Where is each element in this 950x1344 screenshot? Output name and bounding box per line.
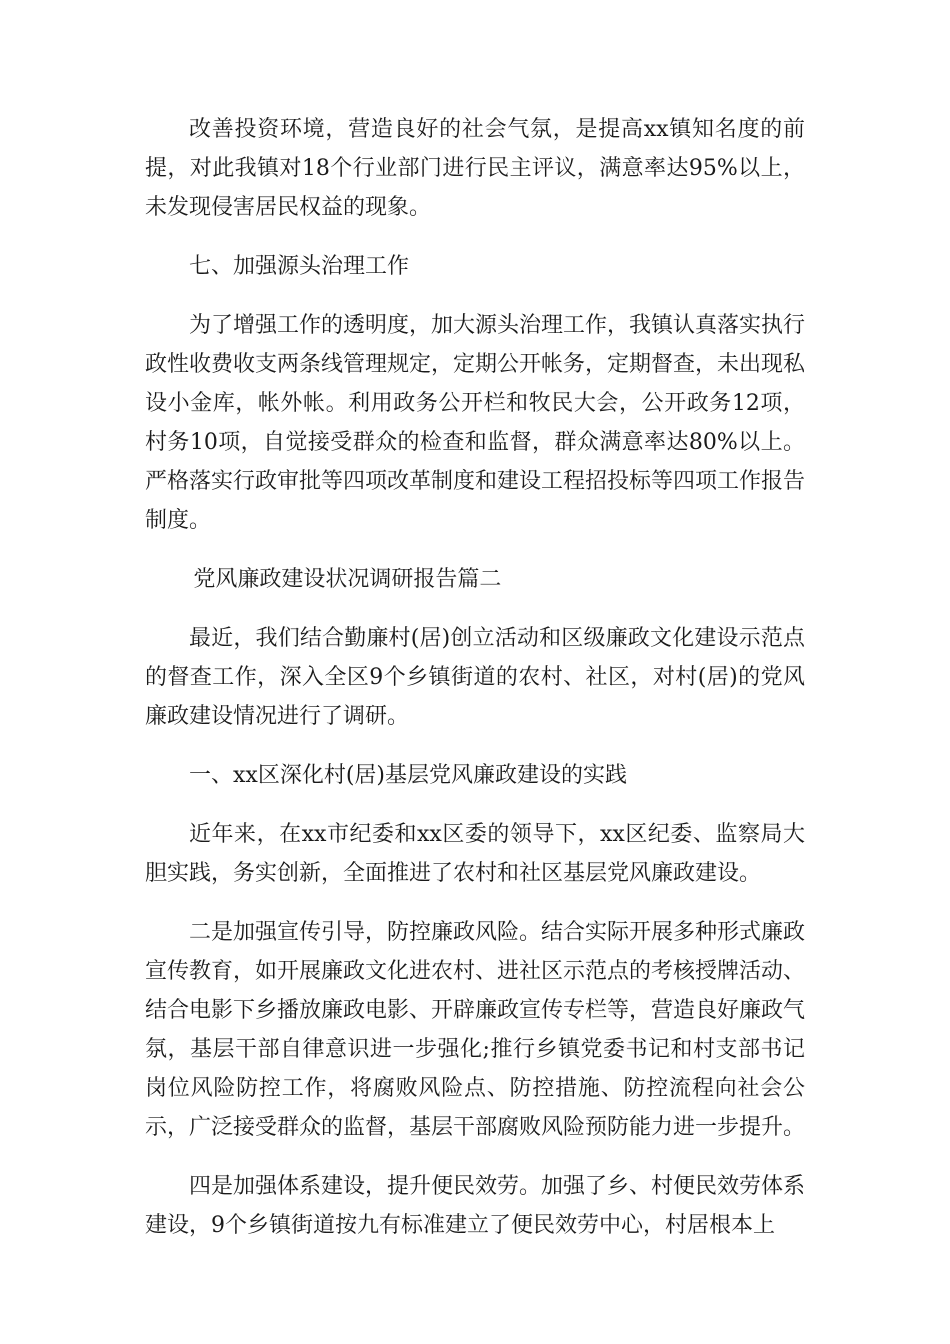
paragraph-source-governance: 为了增强工作的透明度，加大源头治理工作，我镇认真落实执行政性收费收支两条线管理规定，定期公开帐务，定期督查，未出现私设小金库，帐外帐。利用政务公开栏和牧民大会，公开政务12项，村务10项，自觉接受群众的检查和监督，群众满意率达80%以上。严格落实行政审批等四项改革制度和建设工程招投标等四项工作报告制度。 [145, 313, 806, 533]
paragraph-recent-inspection: 最近，我们结合勤廉村(居)创立活动和区级廉政文化建设示范点的督查工作，深入全区9个乡镇街道的农村、社区，对村(居)的党风廉政建设情况进行了调研。 [145, 626, 805, 729]
paragraph-publicity-guidance: 二是加强宣传引导，防控廉政风险。结合实际开展多种形式廉政宣传教育，如开展廉政文化进农村、进社区示范点的考核授牌活动、结合电影下乡播放廉政电影、开辟廉政宣传专栏等，营造良好廉政气氛，基层干部自律意识进一步强化;推行乡镇党委书记和村支部书记岗位风险防控工作，将腐败风险点、防控措施、防控流程向社会公示，广泛接受群众的监督，基层干部腐败风险预防能力进一步提升。 [145, 920, 806, 1140]
heading-source-governance: 七、加强源头治理工作 [189, 254, 410, 279]
paragraph-recent-years: 近年来，在xx市纪委和xx区委的领导下，xx区纪委、监察局大胆实践，务实创新，全面推进了农村和社区基层党风廉政建设。 [145, 822, 805, 886]
heading-practice: 一、xx区深化村(居)基层党风廉政建设的实践 [189, 763, 627, 788]
paragraph-system-building: 四是加强体系建设，提升便民效劳。加强了乡、村便民效劳体系建设，9个乡镇街道按九有标准建立了便民效劳中心，村居根本上 [145, 1174, 806, 1238]
document-body [145, 110, 805, 1265]
paragraph-investment-environment: 改善投资环境，营造良好的社会气氛，是提高xx镇知名度的前提，对此我镇对18个行业部门进行民主评议，满意率达95%以上，未发现侵害居民权益的现象。 [145, 117, 805, 220]
report-section-title: 党风廉政建设状况调研报告篇二 [193, 567, 502, 592]
